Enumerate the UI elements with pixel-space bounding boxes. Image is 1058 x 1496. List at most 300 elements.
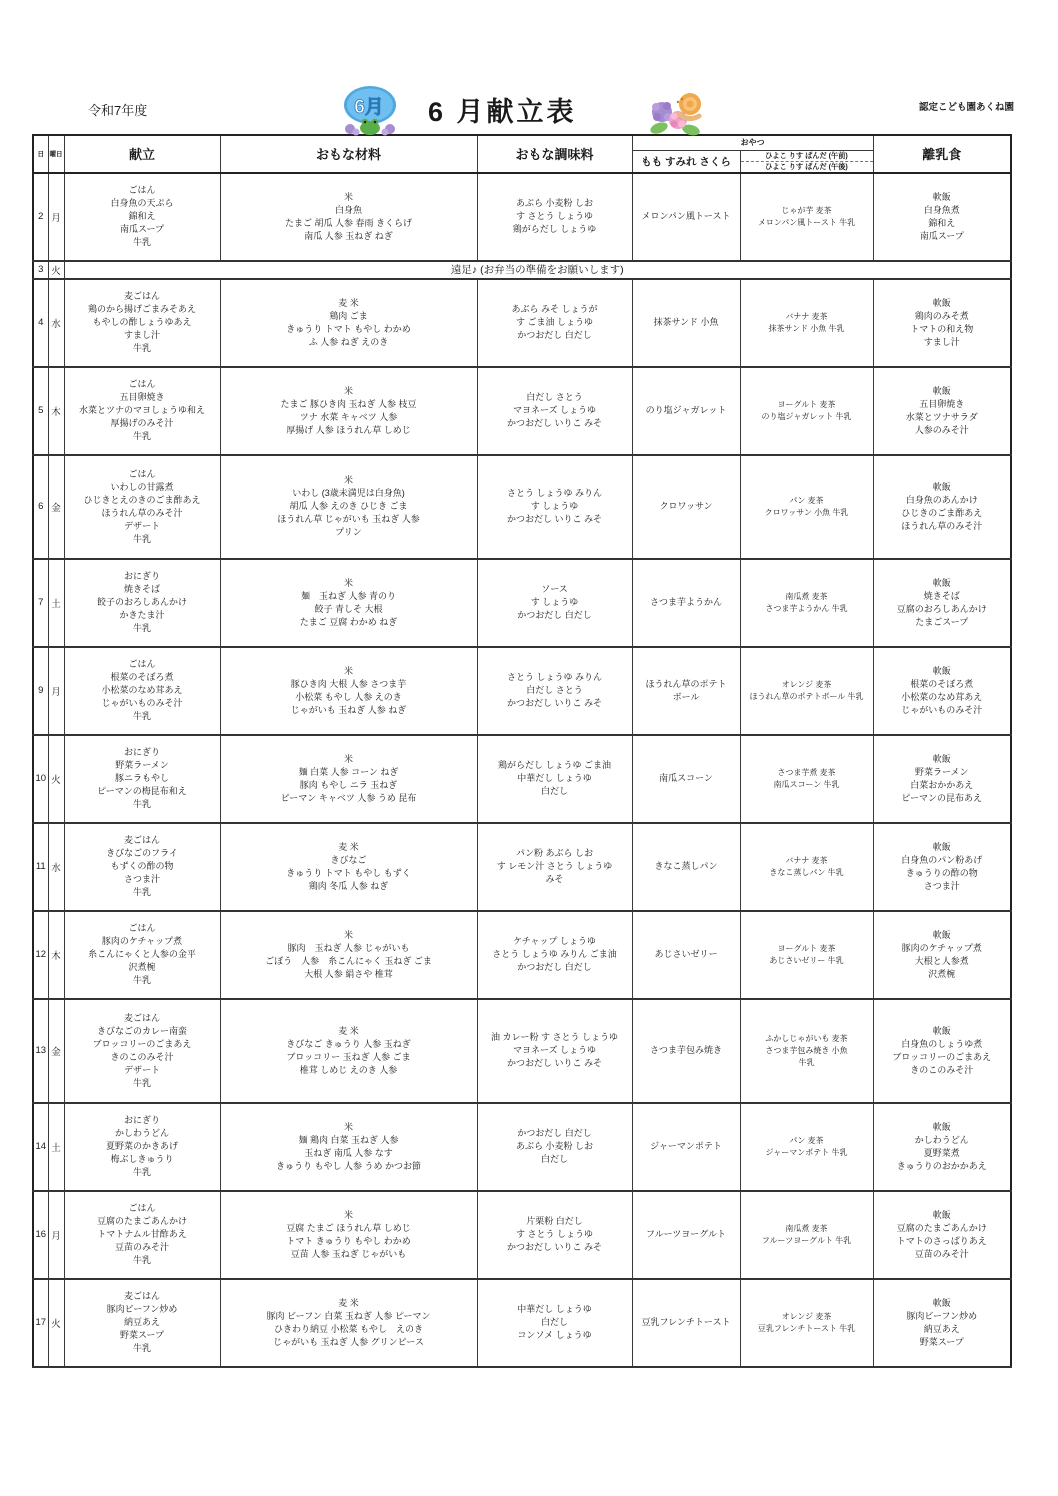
text-line: オレンジ 麦茶	[781, 679, 832, 689]
baby-food-cell-lines	[874, 297, 1011, 349]
text-line: 軟飯	[932, 1025, 951, 1036]
snack2-cell-lines	[741, 855, 873, 879]
snack2-cell	[740, 559, 873, 647]
text-line: デザート	[123, 1064, 160, 1075]
table-body	[33, 173, 1011, 1367]
seasonings-cell-lines	[478, 1031, 632, 1070]
table-row	[33, 367, 1011, 455]
text-line: おにぎり	[123, 747, 160, 757]
text-line: 餃子のおろしあんかけ	[96, 597, 187, 607]
text-line: 麺 白菜 人参 コーン ねぎ	[298, 766, 399, 777]
day-cell: 7	[33, 559, 48, 647]
text-line: 豚肉ビーフン炒め	[906, 1310, 978, 1321]
text-line: 牛乳	[132, 237, 151, 247]
text-line: かつおだし 白だし	[517, 610, 592, 620]
text-line: オレンジ 麦茶	[781, 1311, 832, 1321]
ingredients-cell-lines	[221, 385, 477, 437]
text-line: 米	[343, 1209, 353, 1220]
text-line: 豆苗 人参 玉ねぎ じゃがいも	[290, 1248, 407, 1259]
text-line: 梅ぶしきゅうり	[110, 1154, 174, 1164]
text-line: 麦 米	[338, 841, 359, 852]
snack2-cell	[740, 173, 873, 261]
text-line: ひきわり納豆 小松菜 もやし えのき	[273, 1323, 423, 1334]
text-line: コンソメ しょうゆ	[517, 1330, 592, 1340]
seasonings-cell-lines	[478, 1127, 632, 1166]
ingredients-cell-lines	[221, 841, 477, 893]
text-line: 夏野菜のかきあげ	[105, 1141, 178, 1151]
seasonings-cell	[477, 455, 632, 559]
text-line: かつおだし いりこ みそ	[506, 1242, 602, 1252]
snack1-cell-lines	[633, 860, 740, 873]
text-line: 豚ひき肉 大根 人参 さつま芋	[290, 678, 407, 689]
snack2-cell	[740, 1103, 873, 1191]
text-line: 豆腐 たまご ほうれん草 しめじ	[286, 1222, 411, 1233]
seasonings-cell-lines	[478, 1303, 632, 1342]
text-line: きびなごのカレー南蛮	[96, 1025, 187, 1036]
text-line: 根菜のそぼろ煮	[910, 678, 974, 689]
text-line: 白菜おかかあえ	[910, 779, 974, 790]
ingredients-cell	[220, 1191, 477, 1279]
ingredients-cell-lines	[221, 1025, 477, 1077]
text-line: 小松菜のなめ茸あえ	[901, 691, 983, 702]
menu-cell-lines	[65, 1202, 220, 1267]
text-line: かつおだし 白だし	[517, 330, 592, 340]
text-line: 米	[343, 577, 353, 588]
text-line: 白だし	[540, 1317, 568, 1327]
text-line: 野菜ラーメン	[914, 766, 969, 777]
june-frog-badge-icon	[340, 84, 402, 136]
weekday-cell: 水	[48, 279, 64, 367]
col-header-ingredients: おもな材料	[220, 135, 477, 173]
text-line: 鶏のから揚げごまみそあえ	[87, 304, 196, 314]
text-line: 鶏がらだし しょうゆ ごま油	[497, 760, 611, 770]
text-line: す ごま油 しょうゆ	[515, 317, 593, 327]
baby-food-cell-lines	[874, 481, 1011, 533]
text-line: 白身魚	[334, 204, 362, 215]
text-line: ボール	[672, 691, 700, 702]
snack2-cell-lines	[741, 1223, 873, 1247]
text-line: ごはん	[128, 468, 156, 479]
ingredients-cell-lines	[221, 1121, 477, 1173]
text-line: トマトナムル甘酢あえ	[97, 1229, 187, 1239]
weekday-cell: 火	[48, 261, 64, 279]
snack1-cell	[632, 911, 740, 999]
baby-food-cell-lines	[874, 1121, 1011, 1173]
snack2-cell	[740, 1191, 873, 1279]
text-line: ソース	[541, 584, 568, 594]
text-line: ほうれん草のみそ汁	[101, 507, 183, 518]
text-line: 南瓜スコーン 牛乳	[773, 779, 840, 789]
text-line: 白だし	[540, 786, 568, 796]
menu-table	[32, 134, 1012, 1368]
weekday-cell: 火	[48, 735, 64, 823]
text-line: パン 麦茶	[789, 1135, 824, 1145]
text-line: ツナ 水菜 キャベツ 人参	[299, 411, 398, 422]
text-line: す さとう しょうゆ	[515, 1229, 593, 1239]
notice-cell: 遠足♪ (お弁当の準備をお願いします)	[64, 261, 1011, 279]
snack2-cell-lines	[741, 943, 873, 967]
text-line: さつま汁	[923, 880, 960, 891]
text-line: あぶら 小麦粉 しお	[515, 198, 593, 208]
day-cell: 16	[33, 1191, 48, 1279]
text-line: 白身魚のパン粉あげ	[901, 854, 983, 865]
text-line: 軟飯	[932, 1121, 951, 1132]
text-line: 軟飯	[932, 577, 951, 588]
snack1-cell	[632, 1103, 740, 1191]
text-line: 鶏肉 ごま	[329, 310, 368, 321]
snack1-cell	[632, 455, 740, 559]
ingredients-cell	[220, 173, 477, 261]
text-line: 米	[343, 665, 353, 676]
text-line: きのこのみそ汁	[910, 1064, 974, 1075]
text-line: 麺 玉ねぎ 人参 青のり	[300, 590, 396, 601]
text-line: 牛乳	[132, 1255, 151, 1265]
text-line: 豚肉 玉ねぎ 人参 じゃがいも	[287, 942, 410, 953]
menu-cell	[64, 1191, 220, 1279]
seasonings-cell	[477, 1191, 632, 1279]
snack2-cell	[740, 911, 873, 999]
text-line: 軟飯	[932, 481, 951, 492]
text-line: きなこ蒸しパン	[654, 861, 718, 871]
snack1-cell	[632, 559, 740, 647]
text-line: ヨーグルト 麦茶	[777, 399, 836, 409]
text-line: 大根と人参煮	[914, 955, 969, 966]
seasonings-cell	[477, 173, 632, 261]
snack2-cell	[740, 1279, 873, 1367]
ingredients-cell-lines	[221, 1209, 477, 1261]
text-line: 南瓜スープ	[919, 230, 964, 241]
text-line: 麦 米	[338, 297, 359, 308]
text-line: かしわうどん	[914, 1134, 969, 1145]
col-header-snack2-am: ひよこ りす ぱんだ (午前)	[765, 150, 848, 160]
ingredients-cell-lines	[221, 474, 477, 539]
text-line: さつま芋包み焼き 小魚	[765, 1045, 848, 1055]
text-line: 厚揚げのみそ汁	[110, 418, 174, 428]
text-line: のり塩ジャガレット 牛乳	[761, 411, 852, 421]
ingredients-cell	[220, 911, 477, 999]
menu-cell	[64, 559, 220, 647]
table-row	[33, 559, 1011, 647]
snack1-cell	[632, 279, 740, 367]
year-label: 令和7年度	[88, 103, 148, 118]
day-cell: 12	[33, 911, 48, 999]
text-line: ひじきとえのきのごま酢あえ	[83, 494, 201, 505]
menu-cell-lines	[65, 468, 220, 546]
seasonings-cell-lines	[478, 583, 632, 622]
text-line: みそ	[545, 874, 564, 884]
text-line: す しょうゆ	[530, 501, 579, 511]
text-line: ごはん	[128, 923, 156, 933]
text-line: もやしの酢しょうゆあえ	[92, 317, 192, 327]
text-line: 納豆あえ	[923, 1323, 960, 1334]
ingredients-cell	[220, 647, 477, 735]
menu-cell-lines	[65, 746, 220, 811]
text-line: たまご 豆腐 わかめ ねぎ	[299, 616, 398, 627]
text-line: ほうれん草のみそ汁	[901, 520, 983, 531]
table-row	[33, 1191, 1011, 1279]
snack1-cell	[632, 367, 740, 455]
text-line: 豚肉のケチャップ煮	[901, 942, 982, 953]
table-row	[33, 735, 1011, 823]
text-line: 牛乳	[132, 975, 151, 985]
text-line: 抹茶サンド 小魚 牛乳	[768, 323, 845, 333]
text-line: クロワッサン 小魚 牛乳	[764, 507, 849, 517]
menu-cell	[64, 911, 220, 999]
menu-cell	[64, 1103, 220, 1191]
menu-cell-lines	[65, 378, 220, 443]
text-line: 豆乳フレンチトースト 牛乳	[757, 1323, 856, 1333]
weekday-cell: 月	[48, 173, 64, 261]
weekday-cell: 土	[48, 1103, 64, 1191]
text-line: 中華だし しょうゆ	[517, 1304, 592, 1314]
text-line: きゅうり トマト もやし もずく	[286, 867, 411, 878]
snack2-cell-lines	[741, 205, 873, 229]
text-line: 鶏肉 冬瓜 人参 ねぎ	[308, 880, 389, 891]
text-line: パン粉 あぶら しお	[515, 848, 593, 858]
menu-cell	[64, 367, 220, 455]
snack2-cell-lines	[741, 495, 873, 519]
snack2-cell-lines	[741, 399, 873, 423]
snack1-cell-lines	[633, 404, 740, 417]
baby-food-cell	[873, 647, 1011, 735]
text-line: ブロッコリーのごまあえ	[892, 1051, 992, 1062]
day-cell: 11	[33, 823, 48, 911]
menu-cell	[64, 735, 220, 823]
menu-cell-lines	[65, 834, 220, 899]
baby-food-cell-lines	[874, 577, 1011, 629]
snack1-cell	[632, 173, 740, 261]
text-line: ジャーマンポテト	[650, 1141, 722, 1151]
snack1-cell	[632, 1191, 740, 1279]
text-line: 抹茶サンド 小魚	[653, 317, 719, 327]
text-line: たまごスープ	[915, 616, 969, 627]
ingredients-cell-lines	[221, 753, 477, 805]
seasonings-cell	[477, 559, 632, 647]
text-line: トマト きゅうり もやし わかめ	[286, 1235, 411, 1246]
text-line: 厚揚げ 人参 ほうれん草 しめじ	[286, 424, 411, 435]
text-line: 豚ニラもやし	[114, 773, 169, 783]
text-line: 豆腐のおろしあんかけ	[896, 603, 987, 614]
text-line: 牛乳	[132, 1343, 151, 1353]
baby-food-cell-lines	[874, 1209, 1011, 1261]
col-header-baby-food: 離乳食	[873, 135, 1011, 173]
snack1-cell-lines	[633, 596, 740, 609]
text-line: あぶら みそ しょうが	[511, 304, 598, 314]
text-line: デザート	[123, 520, 160, 531]
text-line: トマトの和え物	[910, 323, 974, 334]
text-line: さとう しょうゆ みりん	[506, 672, 602, 682]
text-line: かつおだし 白だし	[517, 1128, 592, 1138]
svg-text:6月: 6月	[354, 97, 384, 118]
text-line: 軟飯	[932, 385, 951, 396]
table-row	[33, 1103, 1011, 1191]
menu-cell-lines	[65, 658, 220, 723]
text-line: きびなご きゅうり 人参 玉ねぎ	[286, 1038, 411, 1049]
text-line: あじさいゼリー 牛乳	[769, 955, 844, 965]
text-line: あぶら 小麦粉 しお	[515, 1141, 593, 1151]
weekday-cell: 木	[48, 367, 64, 455]
text-line: 糸こんにゃくと人参の金平	[88, 949, 196, 959]
snack1-cell	[632, 823, 740, 911]
text-line: 鶏がらだし しょうゆ	[512, 224, 597, 234]
baby-food-cell-lines	[874, 191, 1011, 243]
snack2-cell-lines	[741, 767, 873, 791]
text-line: ジャーマンポテト 牛乳	[765, 1147, 848, 1157]
text-line: かつおだし いりこ みそ	[506, 1058, 602, 1068]
text-line: きびなご	[330, 854, 367, 865]
text-line: 白身魚のしょうゆ煮	[901, 1038, 983, 1049]
text-line: 焼きそば	[923, 590, 960, 601]
text-line: 軟飯	[932, 665, 951, 676]
text-line: ふかしじゃがいも 麦茶	[765, 1033, 848, 1043]
seasonings-cell-lines	[478, 1215, 632, 1254]
text-line: じゃがいものみそ汁	[101, 698, 183, 708]
text-line: 納豆あえ	[123, 1317, 160, 1327]
snack1-cell	[632, 1279, 740, 1367]
text-line: 大根 人参 絹さや 椎茸	[304, 968, 393, 979]
baby-food-cell	[873, 367, 1011, 455]
snack1-cell-lines	[633, 316, 740, 329]
text-line: きゅうりの酢の物	[905, 867, 978, 878]
ingredients-cell	[220, 999, 477, 1103]
ingredients-cell	[220, 367, 477, 455]
text-line: さとう しょうゆ みりん	[506, 488, 602, 498]
text-line: 牛乳	[132, 1077, 151, 1088]
text-line: きゅうり トマト もやし わかめ	[286, 323, 411, 334]
text-line: 白身魚の天ぷら	[110, 198, 174, 208]
text-line: じゃが芋 麦茶	[781, 205, 832, 215]
text-line: 白だし さとう	[526, 392, 583, 402]
day-cell: 3	[33, 261, 48, 279]
text-line: 豚肉のケチャップ煮	[101, 936, 183, 946]
baby-food-cell-lines	[874, 1297, 1011, 1349]
day-cell: 10	[33, 735, 48, 823]
menu-cell-lines	[65, 1114, 220, 1179]
day-cell: 5	[33, 367, 48, 455]
ingredients-cell	[220, 455, 477, 559]
text-line: バナナ 麦茶	[785, 855, 828, 865]
text-line: 人参のみそ汁	[914, 424, 969, 435]
col-header-seasonings: おもな調味料	[477, 135, 632, 173]
text-line: 米	[343, 929, 353, 940]
text-line: ごはん	[128, 379, 156, 389]
snack2-cell-lines	[741, 1033, 873, 1069]
text-line: あじさいゼリー	[654, 949, 718, 959]
snack1-cell-lines	[633, 1316, 740, 1329]
seasonings-cell	[477, 367, 632, 455]
text-line: さつま芋煮 麦茶	[777, 767, 836, 777]
text-line: 軟飯	[932, 841, 951, 852]
baby-food-cell-lines	[874, 665, 1011, 717]
text-line: のり塩ジャガレット	[645, 405, 727, 415]
col-header-snack-group: おやつ	[632, 135, 873, 150]
text-line: 麦ごはん	[123, 835, 160, 845]
text-line: マヨネーズ しょうゆ	[512, 1045, 597, 1055]
col-header-menu: 献立	[64, 135, 220, 173]
text-line: 沢煮椀	[128, 962, 156, 972]
text-line: 夏野菜煮	[923, 1147, 960, 1158]
text-line: 沢煮椀	[928, 968, 956, 979]
day-cell: 4	[33, 279, 48, 367]
baby-food-cell-lines	[874, 385, 1011, 437]
text-line: トマトのさっぱりあえ	[896, 1235, 987, 1246]
text-line: メロンパン風トースト 牛乳	[757, 217, 856, 227]
table-row	[33, 999, 1011, 1103]
text-line: ごはん	[128, 185, 156, 195]
seasonings-cell	[477, 1103, 632, 1191]
seasonings-cell-lines	[478, 391, 632, 430]
baby-food-cell-lines	[874, 753, 1011, 805]
text-line: ピーマンの梅昆布和え	[97, 786, 187, 796]
text-line: 白だし	[540, 1154, 568, 1164]
col-header-day: 日	[33, 135, 48, 173]
weekday-cell: 土	[48, 559, 64, 647]
snack1-cell-lines	[633, 1228, 740, 1241]
table-row	[33, 279, 1011, 367]
ingredients-cell	[220, 823, 477, 911]
text-line: いわしの甘露煮	[110, 481, 174, 492]
baby-food-cell	[873, 1279, 1011, 1367]
snack2-cell-lines	[741, 679, 873, 703]
baby-food-cell	[873, 735, 1011, 823]
text-line: 牛乳	[132, 1167, 151, 1177]
baby-food-cell	[873, 559, 1011, 647]
col-header-snack2	[740, 150, 873, 173]
ingredients-cell	[220, 735, 477, 823]
ingredients-cell	[220, 1103, 477, 1191]
ingredients-cell	[220, 279, 477, 367]
text-line: 小松菜 もやし 人参 えのき	[295, 691, 402, 702]
text-line: じゃがいも 玉ねぎ 人参 グリンピース	[273, 1336, 424, 1347]
baby-food-cell	[873, 1191, 1011, 1279]
snack2-cell-lines	[741, 1135, 873, 1159]
text-line: 麺 鶏肉 白菜 玉ねぎ 人参	[298, 1134, 399, 1145]
text-line: 胡瓜 人参 えのき ひじき ごま	[289, 501, 408, 511]
text-line: 米	[343, 753, 353, 764]
text-line: ほうれん草のポテトボール 牛乳	[749, 691, 864, 701]
snack2-cell	[740, 647, 873, 735]
text-line: 五目卵焼き	[119, 392, 165, 402]
text-line: 玉ねぎ 南瓜 人参 なす	[304, 1147, 393, 1158]
baby-food-cell	[873, 279, 1011, 367]
text-line: メロンパン風トースト	[641, 211, 731, 221]
text-line: ごぼう 人参 糸こんにゃく 玉ねぎ ごま	[265, 955, 432, 966]
col-header-snack1: もも すみれ さくら	[632, 150, 740, 173]
text-line: 白身魚煮	[923, 204, 960, 215]
text-line: す しょうゆ	[530, 597, 579, 607]
text-line: じゃがいものみそ汁	[901, 704, 983, 715]
text-line: す さとう しょうゆ	[515, 211, 593, 221]
text-line: 小松菜のなめ茸あえ	[101, 685, 183, 695]
menu-cell	[64, 455, 220, 559]
page-header	[0, 0, 1058, 134]
menu-cell-lines	[65, 922, 220, 987]
text-line: 野菜スープ	[119, 1330, 165, 1340]
text-line: かきたま汁	[119, 610, 165, 620]
text-line: 米	[343, 385, 353, 396]
seasonings-cell	[477, 279, 632, 367]
snack1-cell-lines	[633, 772, 740, 785]
table-row	[33, 647, 1011, 735]
seasonings-cell-lines	[478, 935, 632, 974]
text-line: 南瓜スコーン	[659, 773, 713, 783]
text-line: ケチャップ しょうゆ	[513, 936, 596, 946]
text-line: さつま芋包み焼き	[649, 1045, 722, 1055]
text-line: さとう しょうゆ みりん ごま油	[492, 949, 617, 959]
snack1-cell	[632, 999, 740, 1103]
text-line: ほうれん草のポテト	[645, 678, 727, 689]
text-line: ごはん	[128, 659, 156, 669]
